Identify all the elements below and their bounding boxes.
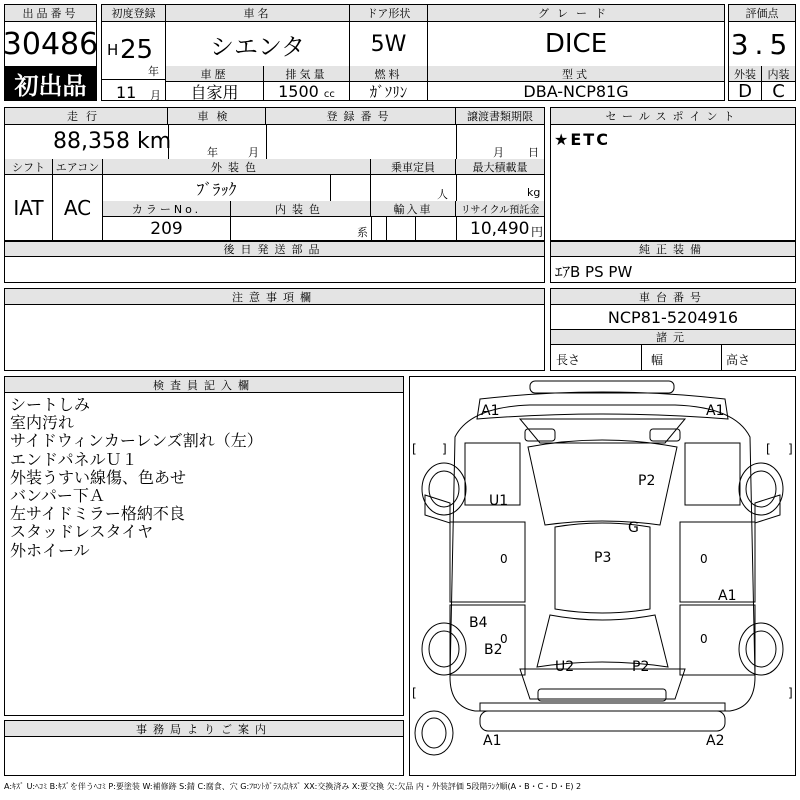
registration-label: 初度登録: [102, 5, 165, 22]
dims-label: 諸元: [551, 329, 795, 345]
damage-mark: P3: [594, 550, 612, 566]
capacity-label: 乗車定員: [371, 159, 456, 175]
damage-mark: P2: [632, 659, 650, 675]
chassis-number: NCP81-5204916: [607, 307, 739, 327]
registration-year: 25: [120, 35, 154, 65]
ac: AC: [53, 175, 103, 240]
displacement-label: 排気量: [264, 66, 350, 82]
door-type: 5W: [350, 22, 428, 66]
first-listing-badge: 初出品: [5, 66, 96, 100]
bracket-mark: ]: [788, 442, 793, 456]
dim-height: 高さ: [726, 353, 751, 367]
later-parts-block: [4, 241, 545, 283]
shift-label: シフト: [5, 159, 53, 175]
lot-label: 出品番号: [5, 5, 96, 22]
color-label: 外装色: [103, 159, 371, 175]
equipment-text: ｴｱB PS PW: [555, 263, 633, 281]
spec-block: [4, 107, 545, 241]
dim-length: 長さ: [556, 353, 581, 367]
exterior-color: ﾌﾞﾗｯｸ: [103, 175, 331, 201]
door-label: ドア形状: [350, 5, 428, 22]
year-unit: 年: [148, 65, 159, 78]
history: 自家用: [166, 82, 264, 100]
fuel: ｶﾞｿﾘﾝ: [350, 82, 428, 100]
chassis-label: 車台番号: [551, 289, 795, 305]
inspector-line: スタッドレスタイヤ: [10, 522, 154, 542]
bracket-mark: [: [412, 686, 417, 700]
damage-diagram: [409, 376, 796, 776]
dim-width: 幅: [651, 353, 664, 367]
overall-score: 3.5: [730, 27, 794, 61]
displacement: [264, 82, 350, 100]
damage-mark: G: [628, 520, 639, 536]
inspection-month-unit: 月: [248, 146, 259, 159]
bracket-mark: [: [412, 442, 417, 456]
damage-mark: A2: [706, 733, 725, 749]
notes-block: [4, 288, 545, 371]
damage-mark: U2: [555, 659, 575, 675]
lot-block: [4, 4, 97, 101]
score-label: 評価点: [729, 5, 795, 22]
recycle-fee: 10,490: [470, 219, 530, 239]
import-label: 輸入車: [371, 201, 456, 217]
equipment-label: 純正装備: [551, 241, 795, 257]
grade: DICE: [544, 29, 608, 59]
load-label: 最大積載量: [456, 159, 544, 175]
plate-label: 登録番号: [266, 108, 456, 125]
zero-mark: 0: [500, 552, 508, 566]
lot-number: 30486: [2, 26, 99, 62]
damage-mark: B4: [469, 615, 488, 631]
later-parts-label: 後日発送部品: [5, 241, 544, 257]
capacity-unit: 人: [437, 188, 448, 201]
interior-color-label: 内装色: [231, 201, 371, 217]
chassis-block: [550, 288, 796, 371]
damage-mark: A1: [718, 588, 737, 604]
registration-month: 11: [116, 83, 137, 102]
interior-label: 内装: [762, 66, 795, 82]
bracket-mark: ]: [788, 686, 793, 700]
vehicle-block: [165, 4, 725, 101]
inspector-line: シートしみ: [10, 395, 91, 414]
recycle-unit: 円: [531, 225, 544, 239]
legend: A:ｷｽﾞ U:ﾍｺﾐ B:ｷｽﾞを伴うﾍｺﾐ P:要塗装 W:補修跡 S:錆 C:腐食、穴 G:ﾌﾛﾝﾄｶﾞﾗｽ点ｷｽﾞ XX:交換済み X:要交換 欠:欠品 内・外装評価 5段階ﾗﾝｸ順(A・B・C・D・E) 2: [4, 782, 582, 791]
shift: IAT: [5, 175, 53, 240]
notes-label: 注意事項欄: [5, 289, 544, 305]
model-code: DBA-NCP81G: [523, 81, 629, 101]
car-name-label: 車名: [166, 5, 350, 22]
inspector-line: サイドウィンカーレンズ割れ（左）: [10, 431, 263, 451]
office-block: [4, 720, 404, 776]
damage-mark: B2: [484, 642, 503, 658]
inspector-notes: [10, 396, 400, 560]
inspector-line: バンパー下Ａ: [10, 486, 105, 506]
transfer-day-unit: 日: [528, 146, 539, 159]
damage-mark: A1: [483, 733, 502, 749]
grade-label: グレード: [428, 5, 724, 22]
transfer-month-unit: 月: [493, 146, 504, 159]
registration-block: [101, 4, 166, 101]
bracket-mark: [: [766, 442, 771, 456]
score-block: [728, 4, 796, 101]
inspector-line: 外ホイール: [10, 540, 90, 560]
color-no-label: カラーNo.: [103, 201, 231, 217]
era: H: [107, 41, 119, 59]
office-label: 事務局よりご案内: [5, 721, 403, 737]
fuel-label: 燃料: [350, 66, 428, 82]
sales-point-block: [550, 107, 796, 241]
transfer-label: 譲渡書類期限: [456, 108, 544, 125]
zero-mark: 0: [700, 632, 708, 646]
inspector-label: 検査員記入欄: [5, 377, 403, 393]
displacement-unit: cc: [323, 89, 335, 100]
car-diagram-svg: [410, 377, 795, 775]
sales-point-text: ★ETC: [554, 130, 610, 149]
inspector-line: 室内汚れ: [10, 413, 75, 433]
inspector-line: 左サイドミラー格納不良: [10, 504, 185, 524]
color-number: 209: [103, 217, 231, 240]
exterior-label: 外装: [729, 66, 762, 82]
zero-mark: 0: [500, 632, 508, 646]
damage-mark: P2: [638, 473, 656, 489]
inspection-year-unit: 年: [207, 146, 218, 159]
interior-unit: 系: [357, 226, 368, 239]
damage-mark: U1: [489, 493, 509, 509]
recycle-label: リサイクル預託金: [456, 201, 544, 217]
inspection-label: 車検: [168, 108, 266, 125]
car-name: シエンタ: [166, 22, 350, 66]
inspector-line: エンドパネルＵ１: [10, 449, 138, 469]
interior-grade: C: [772, 80, 785, 102]
load-unit: kg: [527, 186, 541, 199]
sales-point-label: セールスポイント: [551, 108, 795, 125]
ac-label: エアコン: [53, 159, 103, 175]
equipment-block: [550, 241, 796, 283]
model-label: 型式: [428, 66, 724, 82]
exterior-grade: D: [729, 82, 762, 100]
inspector-line: 外装うすい線傷、色あせ: [10, 467, 187, 487]
history-label: 車歴: [166, 66, 264, 82]
month-unit: 月: [150, 89, 161, 102]
bracket-mark: ]: [442, 442, 447, 456]
displacement-value: 1500: [278, 82, 319, 101]
damage-mark: A1: [706, 403, 725, 419]
mileage: 88,358 km: [53, 129, 172, 154]
mileage-label: 走行: [5, 108, 168, 125]
damage-mark: A1: [481, 403, 500, 419]
inspector-block: [4, 376, 404, 716]
zero-mark: 0: [700, 552, 708, 566]
